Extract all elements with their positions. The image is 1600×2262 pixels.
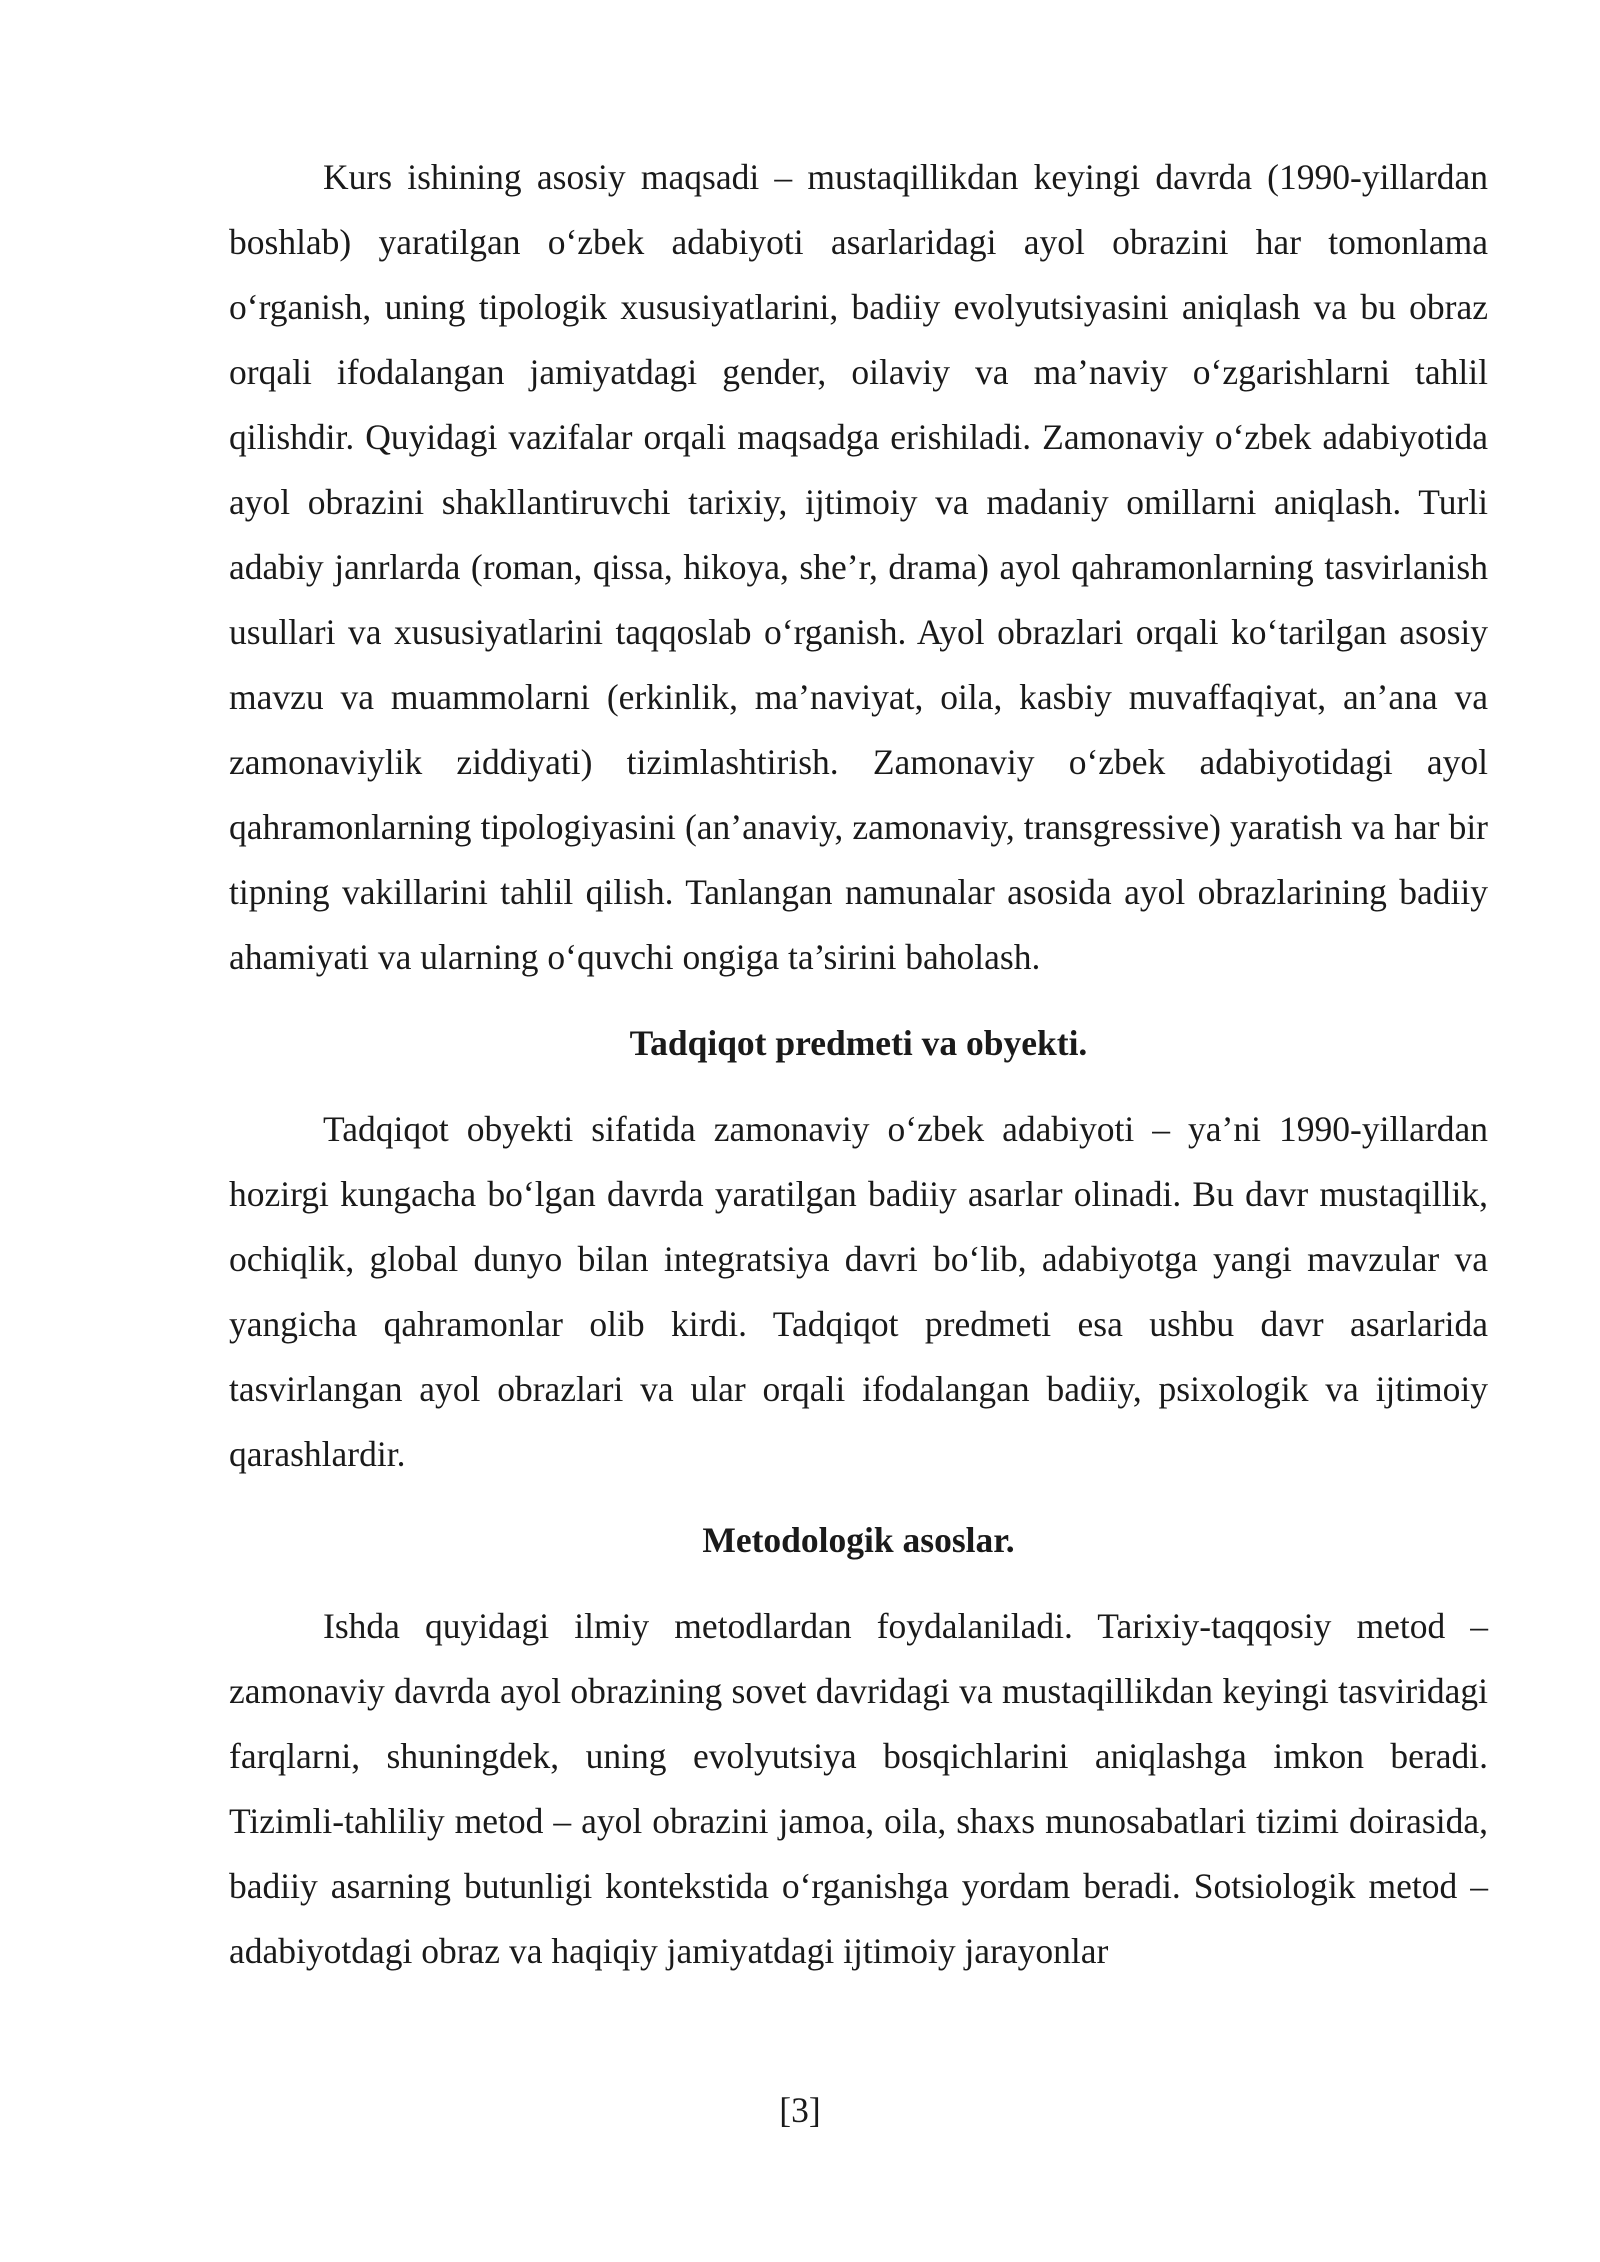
paragraph-methodology: Ishda quyidagi ilmiy metodlardan foydalaniladi. Tarixiy-taqqosiy metod – zamonaviy davrda ayol obrazining sovet davridagi va mustaqillikdan keyingi tasviridagi farqlarni, shuningdek, uning evolyutsiya bosqichlarini aniqlashga imkon beradi. Tizimli-tahliliy metod – ayol obrazini jamoa, oila, shaxs munosabatlari tizimi doirasida, badiiy asarning butunligi kontekstida o‘rganishga yordam beradi. Sotsiologik metod – adabiyotdagi obraz va haqiqiy jamiyatdagi ijtimoiy jarayonlar — [229, 1606, 1488, 1971]
paragraph-subject-object: Tadqiqot obyekti sifatida zamonaviy o‘zbek adabiyoti – ya’ni 1990-yillardan hozirgi kungacha bo‘lgan davrda yaratilgan badiiy asarlar olinadi. Bu davr mustaqillik, ochiqlik, global dunyo bilan integratsiya davri bo‘lib, adabiyotga yangi mavzular va yangicha qahramonlar olib kirdi. Tadqiqot predmeti esa ushbu davr asarlarida tasvirlangan ayol obrazlari va ular orqali ifodalangan badiiy, psixologik va ijtimoiy qarashlardir. — [229, 1109, 1488, 1474]
spacer — [229, 1076, 1488, 1097]
paragraph-purpose: Kurs ishining asosiy maqsadi – mustaqillikdan keyingi davrda (1990-yillardan boshlab) yaratilgan o‘zbek adabiyoti asarlaridagi ayol obrazini har tomonlama o‘rganish, uning tipologik xususiyatlarini, badiiy evolyutsiyasini aniqlash va bu obraz orqali ifodalangan jamiyatdagi gender, oilaviy va ma’naviy o‘zgarishlarni tahlil qilishdir. Quyidagi vazifalar orqali maqsadga erishiladi. Zamonaviy o‘zbek adabiyotida ayol obrazini shakllantiruvchi tarixiy, ijtimoiy va madaniy omillarni aniqlash. Turli adabiy janrlarda (roman, qissa, hikoya, she’r, drama) ayol qahramonlarning tasvirlanish usullari va xususiyatlarini taqqoslab o‘rganish. Ayol obrazlari orqali ko‘tarilgan asosiy mavzu va muammolarni (erkinlik, ma’naviyat, oila, kasbiy muvaffaqiyat, an’ana va zamonaviylik ziddiyati) tizimlashtirish. Zamonaviy o‘zbek adabiyotidagi ayol qahramonlarning tipologiyasini (an’anaviy, zamonaviy, transgressive) yaratish va har bir tipning vakillarini tahlil qilish. Tanlangan namunalar asosida ayol obrazlarining badiiy ahamiyati va ularning o‘quvchi ongiga ta’sirini baholash. — [229, 157, 1488, 977]
spacer — [229, 1573, 1488, 1594]
spacer — [229, 990, 1488, 1011]
document-page — [229, 145, 1488, 1984]
page-number: [3] — [779, 2090, 821, 2130]
spacer — [229, 1487, 1488, 1508]
section-heading-subject-object: Tadqiqot predmeti va obyekti. — [629, 1023, 1088, 1063]
section-heading-methodology: Metodologik asoslar. — [702, 1520, 1015, 1560]
